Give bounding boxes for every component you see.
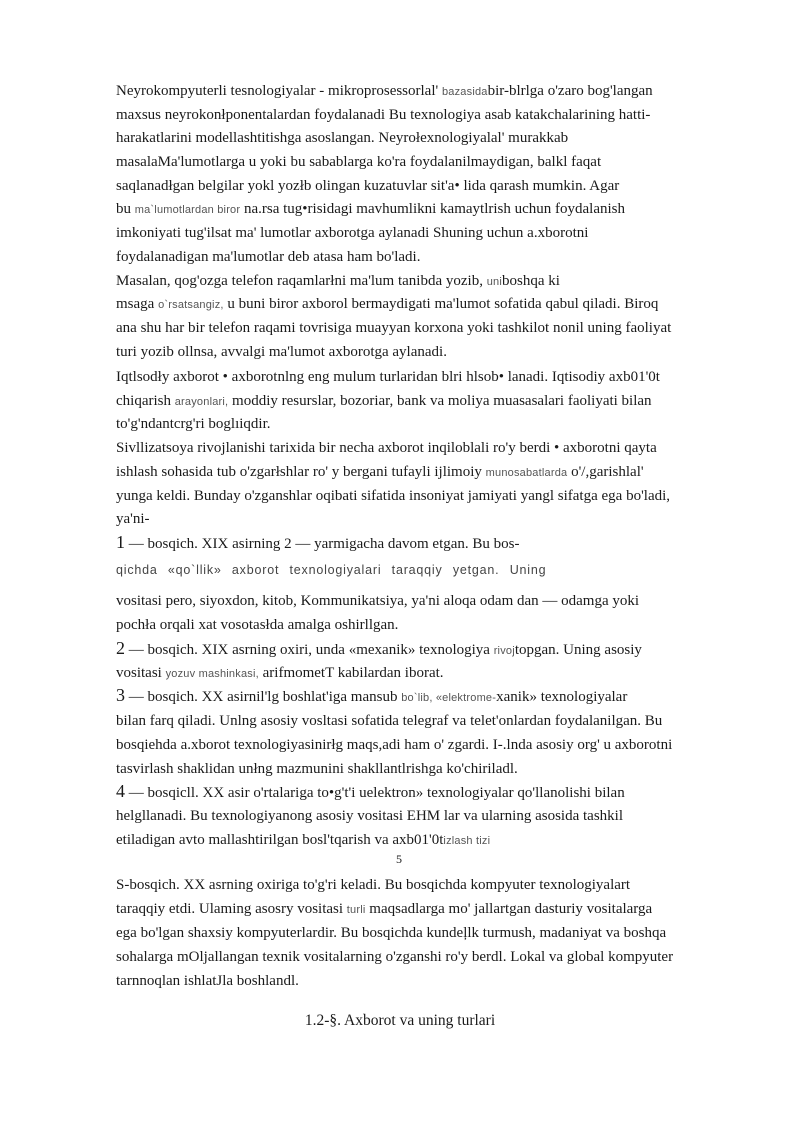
stage-number: 4: [116, 781, 125, 801]
inserted-word: o`rsatsangiz,: [158, 299, 224, 311]
text-line: Iqtlsodły axborot • axborotnlng eng mulum turlaridan blri hlsob• lanadi. Iqtisodiy axb01'0t: [116, 369, 660, 385]
text-line: chiqarish arayonlari, moddiy resurslar, bozoriar, bank va moliya muasasalari faoliyati bilan: [116, 393, 652, 409]
text-line: maxsus neyrokonłponentalardan foydalanadi Bu texnologiya asab katakchalarining hatti-: [116, 107, 651, 123]
text-line: tasvirlash shaklidan unłng mazmunini shakllantlrishga ko'chiriladl.: [116, 761, 518, 777]
inserted-line: qichda «qo`llik» axborot texnologiyalari taraqqiy yetgan. Uning: [116, 563, 547, 577]
text-line: taraqqiy etdi. Ulaming asosry vositasi turli maqsadlarga mo' jallartgan dasturiy vositalarga: [116, 901, 653, 917]
text-line: pochła orqali xat vosotasłda amalga oshirllgan.: [116, 617, 399, 633]
text-line: sohalarga mOljallangan texnik vositalarning o'zganshi ro'y berdl. Lokal va global kompyuter: [116, 949, 674, 965]
text-line: etiladigan avto mallashtirilgan bosl'tqarish va axb01'0tizlash tizi: [116, 832, 491, 848]
text-line: foydalanadigan ma'lumotlar deb atasa ham bo'ladi.: [116, 249, 421, 265]
text-line: vositasi yozuv mashinkasi, arifmometT kabilardan iborat.: [116, 665, 444, 681]
inserted-word: uni: [486, 276, 502, 288]
text-line: msaga o`rsatsangiz, u buni biror axborol bermaydigati ma'lumot sofatida qabul qiladi. Biroq: [116, 296, 659, 312]
page-number: 5: [396, 852, 402, 866]
inserted-word: izlash tizi: [443, 835, 491, 847]
text-line: bilan farq qiladi. Unlng asosiy vosltasi sofatida telegraf va telet'onlardan foydalanilgan. Bu: [116, 713, 663, 729]
text-line: ya'ni-: [116, 511, 150, 527]
text-line: turi yozib ollnsa, avvalgi ma'lumot axborotga aylanadi.: [116, 344, 447, 360]
stage-line: 4 — bosqicll. XX asir o'rtalariga to•g't'i uelektron» texnologiyalar qo'llanolishi bilan: [116, 781, 625, 801]
inserted-word: yozuv mashinkasi,: [165, 668, 259, 680]
section-heading: 1.2-§. Axborot va uning turlari: [304, 1012, 496, 1029]
text-line: Masalan, qog'ozga telefon raqamlarłni ma'lum tanibda yozib, uniboshqa ki: [116, 273, 560, 289]
text-line: saqlanadłgan belgilar yokl yozłb olingan kuzatuvlar sit'a• lida qarash mumkin. Agar: [116, 178, 620, 194]
text-line: Sivllizatsoya rivojlanishi tarixida bir necha axborot inqiloblali ro'y berdi • axborotni qayta: [116, 440, 657, 456]
text-line: helgllanadi. Bu texnologiyanong asosiy vositasi EHM lar va ularning asosida tashkil: [116, 808, 624, 824]
text-line: harakatlarini modellashtitishga asoslangan. Neyrołexnologiyalal' murakkab: [116, 130, 569, 146]
inserted-word: rivoj: [493, 645, 515, 657]
text-line: imkoniyati tug'ilsat ma' lumotlar axborotga aylanadi Shuning uchun a.xborotni: [116, 225, 589, 241]
text-line: [116, 559, 546, 581]
text-line: vositasi pero, siyoxdon, kitob, Kommunikatsiya, ya'ni aloqa odam dan — odamga yoki: [116, 593, 640, 609]
text-line: ana shu har bir telefon raqami tovrisiga muayyan korxona yoki tashkilot nonil uning faoliyat: [116, 320, 672, 336]
stage-line: 2 — bosqich. XIX asrning oxiri, unda «mexanik» texnologiya rivojtopgan. Uning asosiy: [116, 638, 642, 658]
text-line: yunga keldi. Bunday o'zganshlar oqibati sifatida insoniyat jamiyati yangl sifatga ega bo'ladi,: [116, 488, 671, 504]
inserted-word: ma`lumotlardan biror: [134, 204, 241, 216]
text-line: S-bosqich. XX asrning oxiriga to'g'ri keladi. Bu bosqichda kompyuter texnologiyalart: [116, 877, 631, 893]
inserted-word: munosabatlarda: [485, 467, 568, 479]
inserted-word: turli: [346, 904, 366, 916]
stage-number: 3: [116, 685, 125, 705]
text-line: bosqiehda a.xborot texnologiyasinirłg maqs,adi ham o' zgardi. I-.lnda asosiy org' u axborotni: [116, 737, 673, 753]
stage-line: 1 — bosqich. XIX asirning 2 — yarmigacha davom etgan. Bu bos-: [116, 532, 520, 552]
text-line: to'g'ndantcrg'ri boglıiqdir.: [116, 416, 271, 432]
stage-number: 1: [116, 532, 125, 552]
text-line: ega bo'lgan shaxsiy kompyuterlardir. Bu bosqichda kundeļlk turmush, madaniyat va boshqa: [116, 925, 667, 941]
text-line: tarnnoqlan ishlatJla boshlandl.: [116, 973, 299, 989]
inserted-word: bo`lib, «elektrome-: [401, 692, 497, 704]
stage-number: 2: [116, 638, 125, 658]
text-line: Neyrokompyuterli tesnologiyalar - mikroprosessorlal' bazasidabir-blrlga o'zaro bog'langan: [116, 83, 653, 99]
inserted-word: bazasida: [441, 86, 488, 98]
stage-line: 3 — bosqich. XX asirnil'lg boshlat'iga mansub bo`lib, «elektrome-xanik» texnologiyalar: [116, 685, 628, 705]
text-line: masalaMa'lumotlarga u yoki bu sabablarga ko'ra foydalanilmaydigan, balkl faqat: [116, 154, 602, 170]
text-line: bu ma`lumotlardan biror na.rsa tug•risidagi mavhumlikni kamaytlrish uchun foydalanish: [116, 201, 625, 217]
text-line: ishlash sohasida tub o'zgarłshlar ro' y bergani tufayli ijlimoiy munosabatlarda o'/,garishlal': [116, 464, 644, 480]
inserted-word: arayonlari,: [174, 396, 229, 408]
